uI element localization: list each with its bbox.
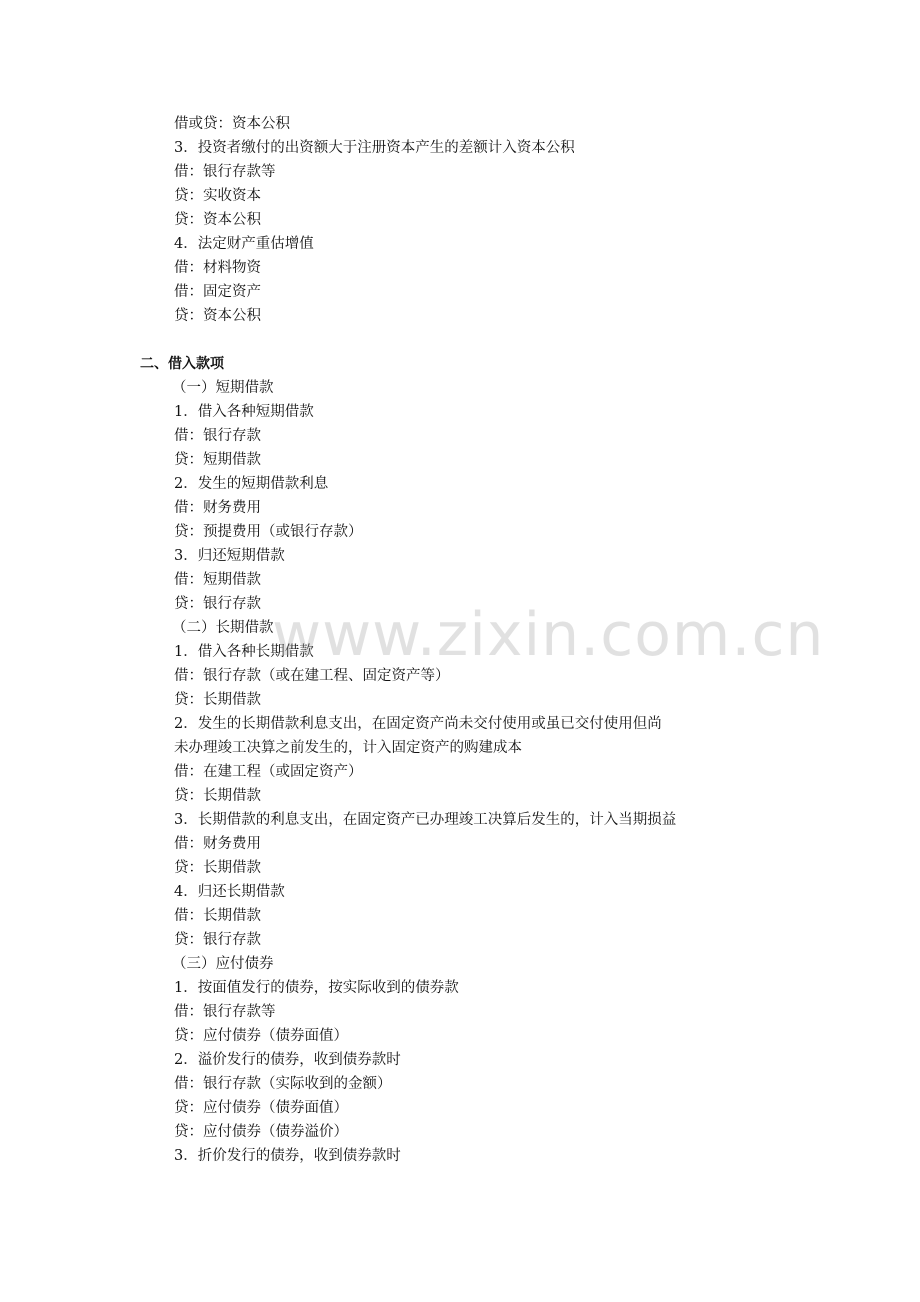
text-line: 1．借入各种长期借款 — [174, 644, 314, 660]
text-line: 借或贷：资本公积 — [174, 116, 290, 132]
text-line: 借：财务费用 — [174, 500, 261, 516]
text-line: 借：固定资产 — [174, 284, 261, 300]
text-line: 贷：实收资本 — [174, 188, 261, 204]
text-line: 未办理竣工决算之前发生的，计入固定资产的购建成本 — [174, 740, 522, 756]
text-line: 1．借入各种短期借款 — [174, 404, 314, 420]
watermark: www.zixin.com.cn — [272, 600, 825, 670]
text-line: 贷：应付债券（债券溢价） — [174, 1124, 348, 1140]
text-line: 借：材料物资 — [174, 260, 261, 276]
text-line: 4．法定财产重估增值 — [174, 236, 314, 252]
text-line: 3．投资者缴付的出资额大于注册资本产生的差额计入资本公积 — [174, 140, 575, 156]
subsection-heading: （一）短期借款 — [172, 380, 274, 396]
text-line: 贷：银行存款 — [174, 596, 261, 612]
text-line: 借：长期借款 — [174, 908, 261, 924]
text-line: 贷：资本公积 — [174, 308, 261, 324]
text-line: 借：银行存款（实际收到的金额） — [174, 1076, 392, 1092]
text-line: 1．按面值发行的债券，按实际收到的债券款 — [174, 980, 459, 996]
text-line: 2．发生的长期借款利息支出，在固定资产尚未交付使用或虽已交付使用但尚 — [174, 716, 662, 732]
subsection-heading: （三）应付债券 — [172, 956, 274, 972]
text-line: 2．发生的短期借款利息 — [174, 476, 329, 492]
text-line: 贷：应付债券（债券面值） — [174, 1028, 348, 1044]
text-line: 3．归还短期借款 — [174, 548, 285, 564]
text-line: 借：财务费用 — [174, 836, 261, 852]
text-line: 贷：长期借款 — [174, 860, 261, 876]
text-line: 贷：长期借款 — [174, 788, 261, 804]
text-line: 3．长期借款的利息支出，在固定资产已办理竣工决算后发生的，计入当期损益 — [174, 812, 677, 828]
text-line: 贷：资本公积 — [174, 212, 261, 228]
text-line: 贷：银行存款 — [174, 932, 261, 948]
blank-line — [0, 328, 920, 352]
subsection-heading: （二）长期借款 — [172, 620, 274, 636]
text-line: 贷：长期借款 — [174, 692, 261, 708]
text-line: 2．溢价发行的债券，收到债券款时 — [174, 1052, 401, 1068]
section-heading: 二、借入款项 — [140, 356, 224, 372]
text-line: 贷：应付债券（债券面值） — [174, 1100, 348, 1116]
text-line: 借：银行存款 — [174, 428, 261, 444]
text-line: 3．折价发行的债券，收到债券款时 — [174, 1148, 401, 1164]
text-line: 贷：预提费用（或银行存款） — [174, 524, 363, 540]
text-line: 借：短期借款 — [174, 572, 261, 588]
text-line: 4．归还长期借款 — [174, 884, 285, 900]
document-body — [0, 112, 920, 1168]
text-line: 借：银行存款等 — [174, 164, 276, 180]
text-line: 贷：短期借款 — [174, 452, 261, 468]
text-line: 借：在建工程（或固定资产） — [174, 764, 363, 780]
text-line: 借：银行存款等 — [174, 1004, 276, 1020]
text-line: 借：银行存款（或在建工程、固定资产等） — [174, 668, 450, 684]
